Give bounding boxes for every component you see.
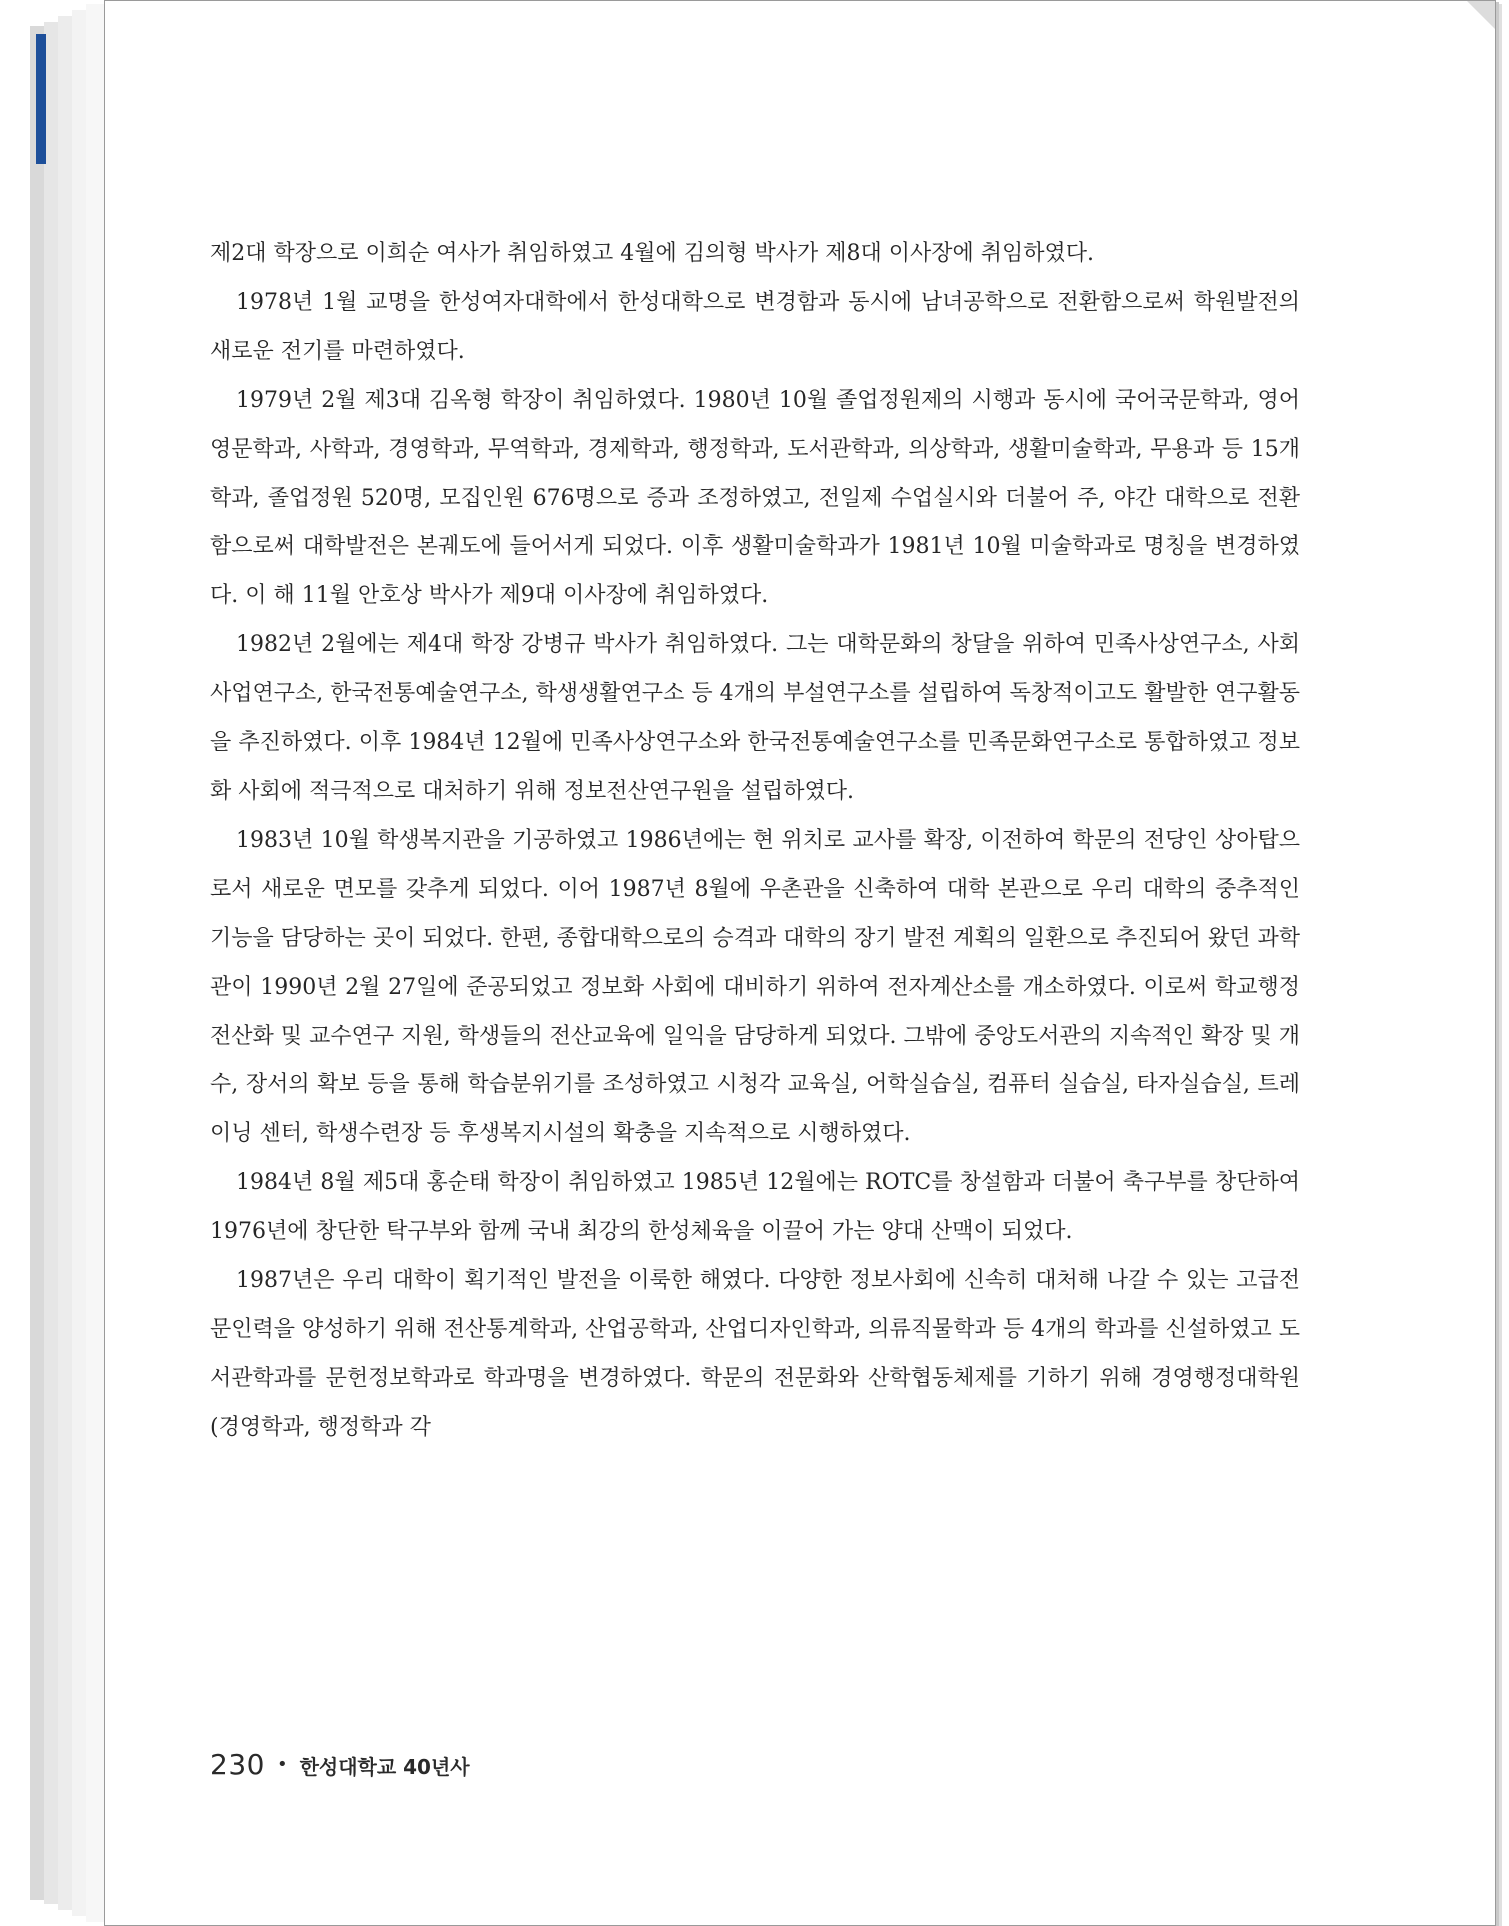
page-edge <box>30 26 45 1900</box>
paragraph: 1978년 1월 교명을 한성여자대학에서 한성대학으로 변경함과 동시에 남녀공학으로 전환함으로써 학원발전의 새로운 전기를 마련하였다. <box>210 289 1300 364</box>
paragraph: 1983년 10월 학생복지관을 기공하였고 1986년에는 현 위치로 교사를 확장, 이전하여 학문의 전당인 상아탑으로서 새로운 면모를 갖추게 되었다. 이어 1987년 8월에 우촌관을 신축하여 대학 본관으로 우리 대학의 중추적인 기능을 담당하는 곳이 되었다. 한편, 종합대학으로의 승격과 대학의 장기 발전 계획의 일환으로 추진되어 왔던 과학관이 1990년 2월 27일에 준공되었고 정보화 사회에 대비하기 위하여 전자계산소를 개소하였다. 이로써 학교행정 전산화 및 교수연구 지원, 학생들의 전산교육에 일익을 담당하게 되었다. 그밖에 중앙도서관의 지속적인 확장 및 개수, 장서의 확보 등을 통해 학습분위기를 조성하였고 시청각 교육실, 어학실습실, 컴퓨터 실습실, 타자실습실, 트레이닝 센터, 학생수련장 등 후생복지시설의 확충을 지속적으로 시행하였다. <box>210 827 1300 1147</box>
paragraph: 1982년 2월에는 제4대 학장 강병규 박사가 취임하였다. 그는 대학문화의 창달을 위하여 민족사상연구소, 사회사업연구소, 한국전통예술연구소, 학생생활연구소 등 4개의 부설연구소를 설립하여 독창적이고도 활발한 연구활동을 추진하였다. 이후 1984년 12월에 민족사상연구소와 한국전통예술연구소를 민족문화연구소로 통합하였고 정보화 사회에 적극적으로 대처하기 위해 정보전산연구원을 설립하였다. <box>210 632 1300 804</box>
paragraph: 1979년 2월 제3대 김옥형 학장이 취임하였다. 1980년 10월 졸업정원제의 시행과 동시에 국어국문학과, 영어영문학과, 사학과, 경영학과, 무역학과, 경제학과, 행정학과, 도서관학과, 의상학과, 생활미술학과, 무용과 등 15개학과, 졸업정원 520명, 모집인원 676명으로 증과 조정하였고, 전일제 수업실시와 더불어 주, 야간 대학으로 전환함으로써 대학발전은 본궤도에 들어서게 되었다. 이후 생활미술학과가 1981년 10월 미술학과로 명칭을 변경하였다. 이 해 11월 안호상 박사가 제9대 이사장에 취임하였다. <box>210 387 1300 609</box>
bullet-separator: • <box>276 1754 288 1775</box>
page-edge <box>58 16 73 1910</box>
page-edge <box>44 22 59 1904</box>
page-footer <box>210 1748 470 1781</box>
page-corner <box>1467 1 1495 29</box>
page-number: 230 <box>210 1748 265 1781</box>
spine-color-tab <box>36 34 46 164</box>
paragraph: 1987년은 우리 대학이 획기적인 발전을 이룩한 해였다. 다양한 정보사회에 신속히 대처해 나갈 수 있는 고급전문인력을 양성하기 위해 전산통계학과, 산업공학과, 산업디자인학과, 의류직물학과 등 4개의 학과를 신설하였고 도서관학과를 문헌정보학과로 학과명을 변경하였다. 학문의 전문화와 산학협동체제를 기하기 위해 경영행정대학원(경영학과, 행정학과 각 <box>210 1268 1300 1440</box>
book-title: 한성대학교 40년사 <box>299 1755 470 1779</box>
page-edge <box>86 4 105 1922</box>
paragraph: 제2대 학장으로 이희순 여사가 취임하였고 4월에 김의형 박사가 제8대 이사장에 취임하였다. <box>210 241 1094 266</box>
page-edge <box>72 10 87 1916</box>
body-text <box>210 230 1300 1453</box>
paragraph: 1984년 8월 제5대 홍순태 학장이 취임하였고 1985년 12월에는 ROTC를 창설함과 더불어 축구부를 창단하여 1976년에 창단한 탁구부와 함께 국내 최강의 한성체육을 이끌어 가는 양대 산맥이 되었다. <box>210 1170 1300 1245</box>
